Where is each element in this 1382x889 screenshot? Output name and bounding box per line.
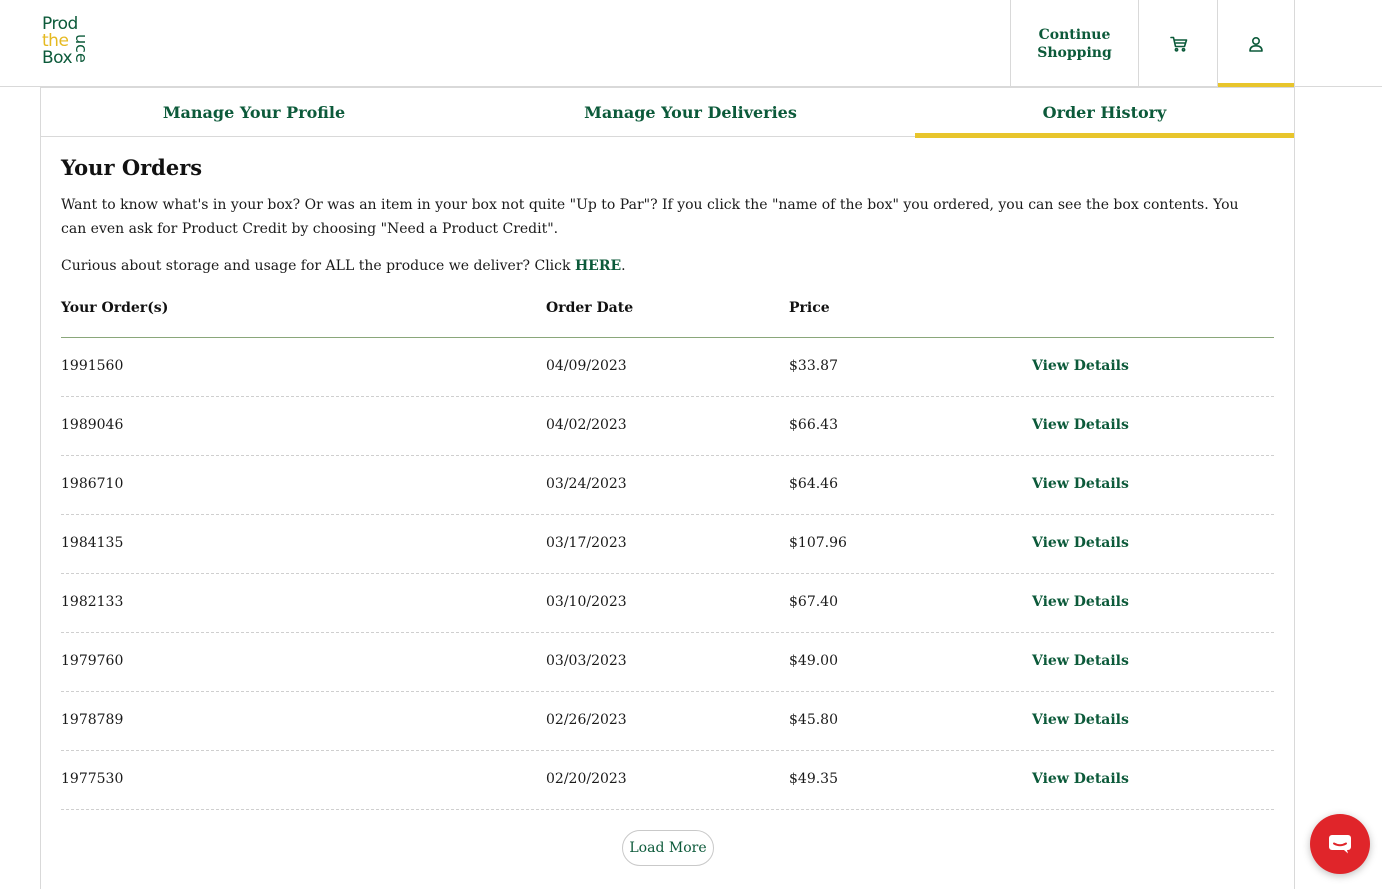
logo-text-line2: the (42, 31, 69, 51)
column-header-date: Order Date (546, 300, 634, 316)
orders-table-body (61, 338, 1274, 810)
storage-here-link[interactable]: HERE (574, 258, 622, 274)
storage-text-suffix: . (621, 258, 626, 274)
tab-order-history[interactable]: Order History (915, 88, 1294, 137)
order-date: 03/17/2023 (546, 535, 627, 551)
page-title: Your Orders (61, 155, 203, 180)
order-number: 1989046 (61, 417, 124, 433)
order-number: 1979760 (61, 653, 124, 669)
logo[interactable] (42, 16, 90, 68)
cart-button[interactable] (1138, 0, 1218, 87)
continue-shopping-button[interactable] (1010, 0, 1138, 87)
order-number: 1978789 (61, 712, 124, 728)
table-row (61, 397, 1274, 456)
order-date: 03/10/2023 (546, 594, 627, 610)
column-header-price: Price (789, 300, 830, 316)
view-details-link[interactable]: View Details (1032, 358, 1129, 374)
logo-text-line1: Prod (42, 14, 78, 34)
order-number: 1986710 (61, 476, 124, 492)
order-price: $66.43 (789, 417, 838, 433)
view-details-link[interactable]: View Details (1032, 417, 1129, 433)
order-date: 02/26/2023 (546, 712, 627, 728)
orders-table-header (61, 295, 1274, 338)
view-details-link[interactable]: View Details (1032, 653, 1129, 669)
storage-text-prefix: Curious about storage and usage for ALL the produce we deliver? Click (61, 258, 575, 274)
order-price: $67.40 (789, 594, 838, 610)
table-row (61, 456, 1274, 515)
account-button[interactable] (1217, 0, 1295, 87)
view-details-link[interactable]: View Details (1032, 771, 1129, 787)
load-more-button[interactable]: Load More (622, 830, 714, 866)
order-date: 02/20/2023 (546, 771, 627, 787)
order-price: $49.35 (789, 771, 838, 787)
order-date: 04/09/2023 (546, 358, 627, 374)
view-details-link[interactable]: View Details (1032, 535, 1129, 551)
column-header-order: Your Order(s) (61, 300, 169, 316)
cart-icon (1170, 36, 1188, 52)
continue-shopping-label-line1: Continue (1038, 26, 1111, 43)
account-tabs (41, 87, 1294, 137)
order-price: $107.96 (789, 535, 847, 551)
intro-text: Want to know what's in your box? Or was an item in your box not quite "Up to Par"? If you click the "name of the box" you ordered, you can see the box contents. You can even ask for Product Credit by choosing "Need a Product Credit". (61, 197, 1239, 237)
order-date: 03/03/2023 (546, 653, 627, 669)
table-row (61, 633, 1274, 692)
order-price: $45.80 (789, 712, 838, 728)
table-row (61, 574, 1274, 633)
table-row (61, 692, 1274, 751)
order-date: 04/02/2023 (546, 417, 627, 433)
user-icon (1248, 36, 1264, 52)
order-date: 03/24/2023 (546, 476, 627, 492)
table-row (61, 515, 1274, 574)
logo-text-line3: Box (42, 48, 73, 68)
order-number: 1991560 (61, 358, 124, 374)
view-details-link[interactable]: View Details (1032, 476, 1129, 492)
logo-text-vertical: uce (72, 34, 91, 63)
order-number: 1984135 (61, 535, 124, 551)
continue-shopping-label-line2: Shopping (1037, 44, 1112, 61)
table-row (61, 751, 1274, 810)
account-panel (40, 87, 1295, 889)
order-price: $49.00 (789, 653, 838, 669)
tab-manage-profile[interactable]: Manage Your Profile (162, 103, 346, 122)
order-price: $64.46 (789, 476, 838, 492)
view-details-link[interactable]: View Details (1032, 594, 1129, 610)
chat-icon (1328, 834, 1352, 854)
order-price: $33.87 (789, 358, 838, 374)
site-header (0, 0, 1382, 87)
order-number: 1977530 (61, 771, 124, 787)
storage-text (61, 255, 626, 277)
table-row (61, 338, 1274, 397)
tab-manage-deliveries[interactable]: Manage Your Deliveries (584, 103, 797, 122)
order-number: 1982133 (61, 594, 124, 610)
chat-widget-button[interactable] (1310, 814, 1370, 874)
view-details-link[interactable]: View Details (1032, 712, 1129, 728)
